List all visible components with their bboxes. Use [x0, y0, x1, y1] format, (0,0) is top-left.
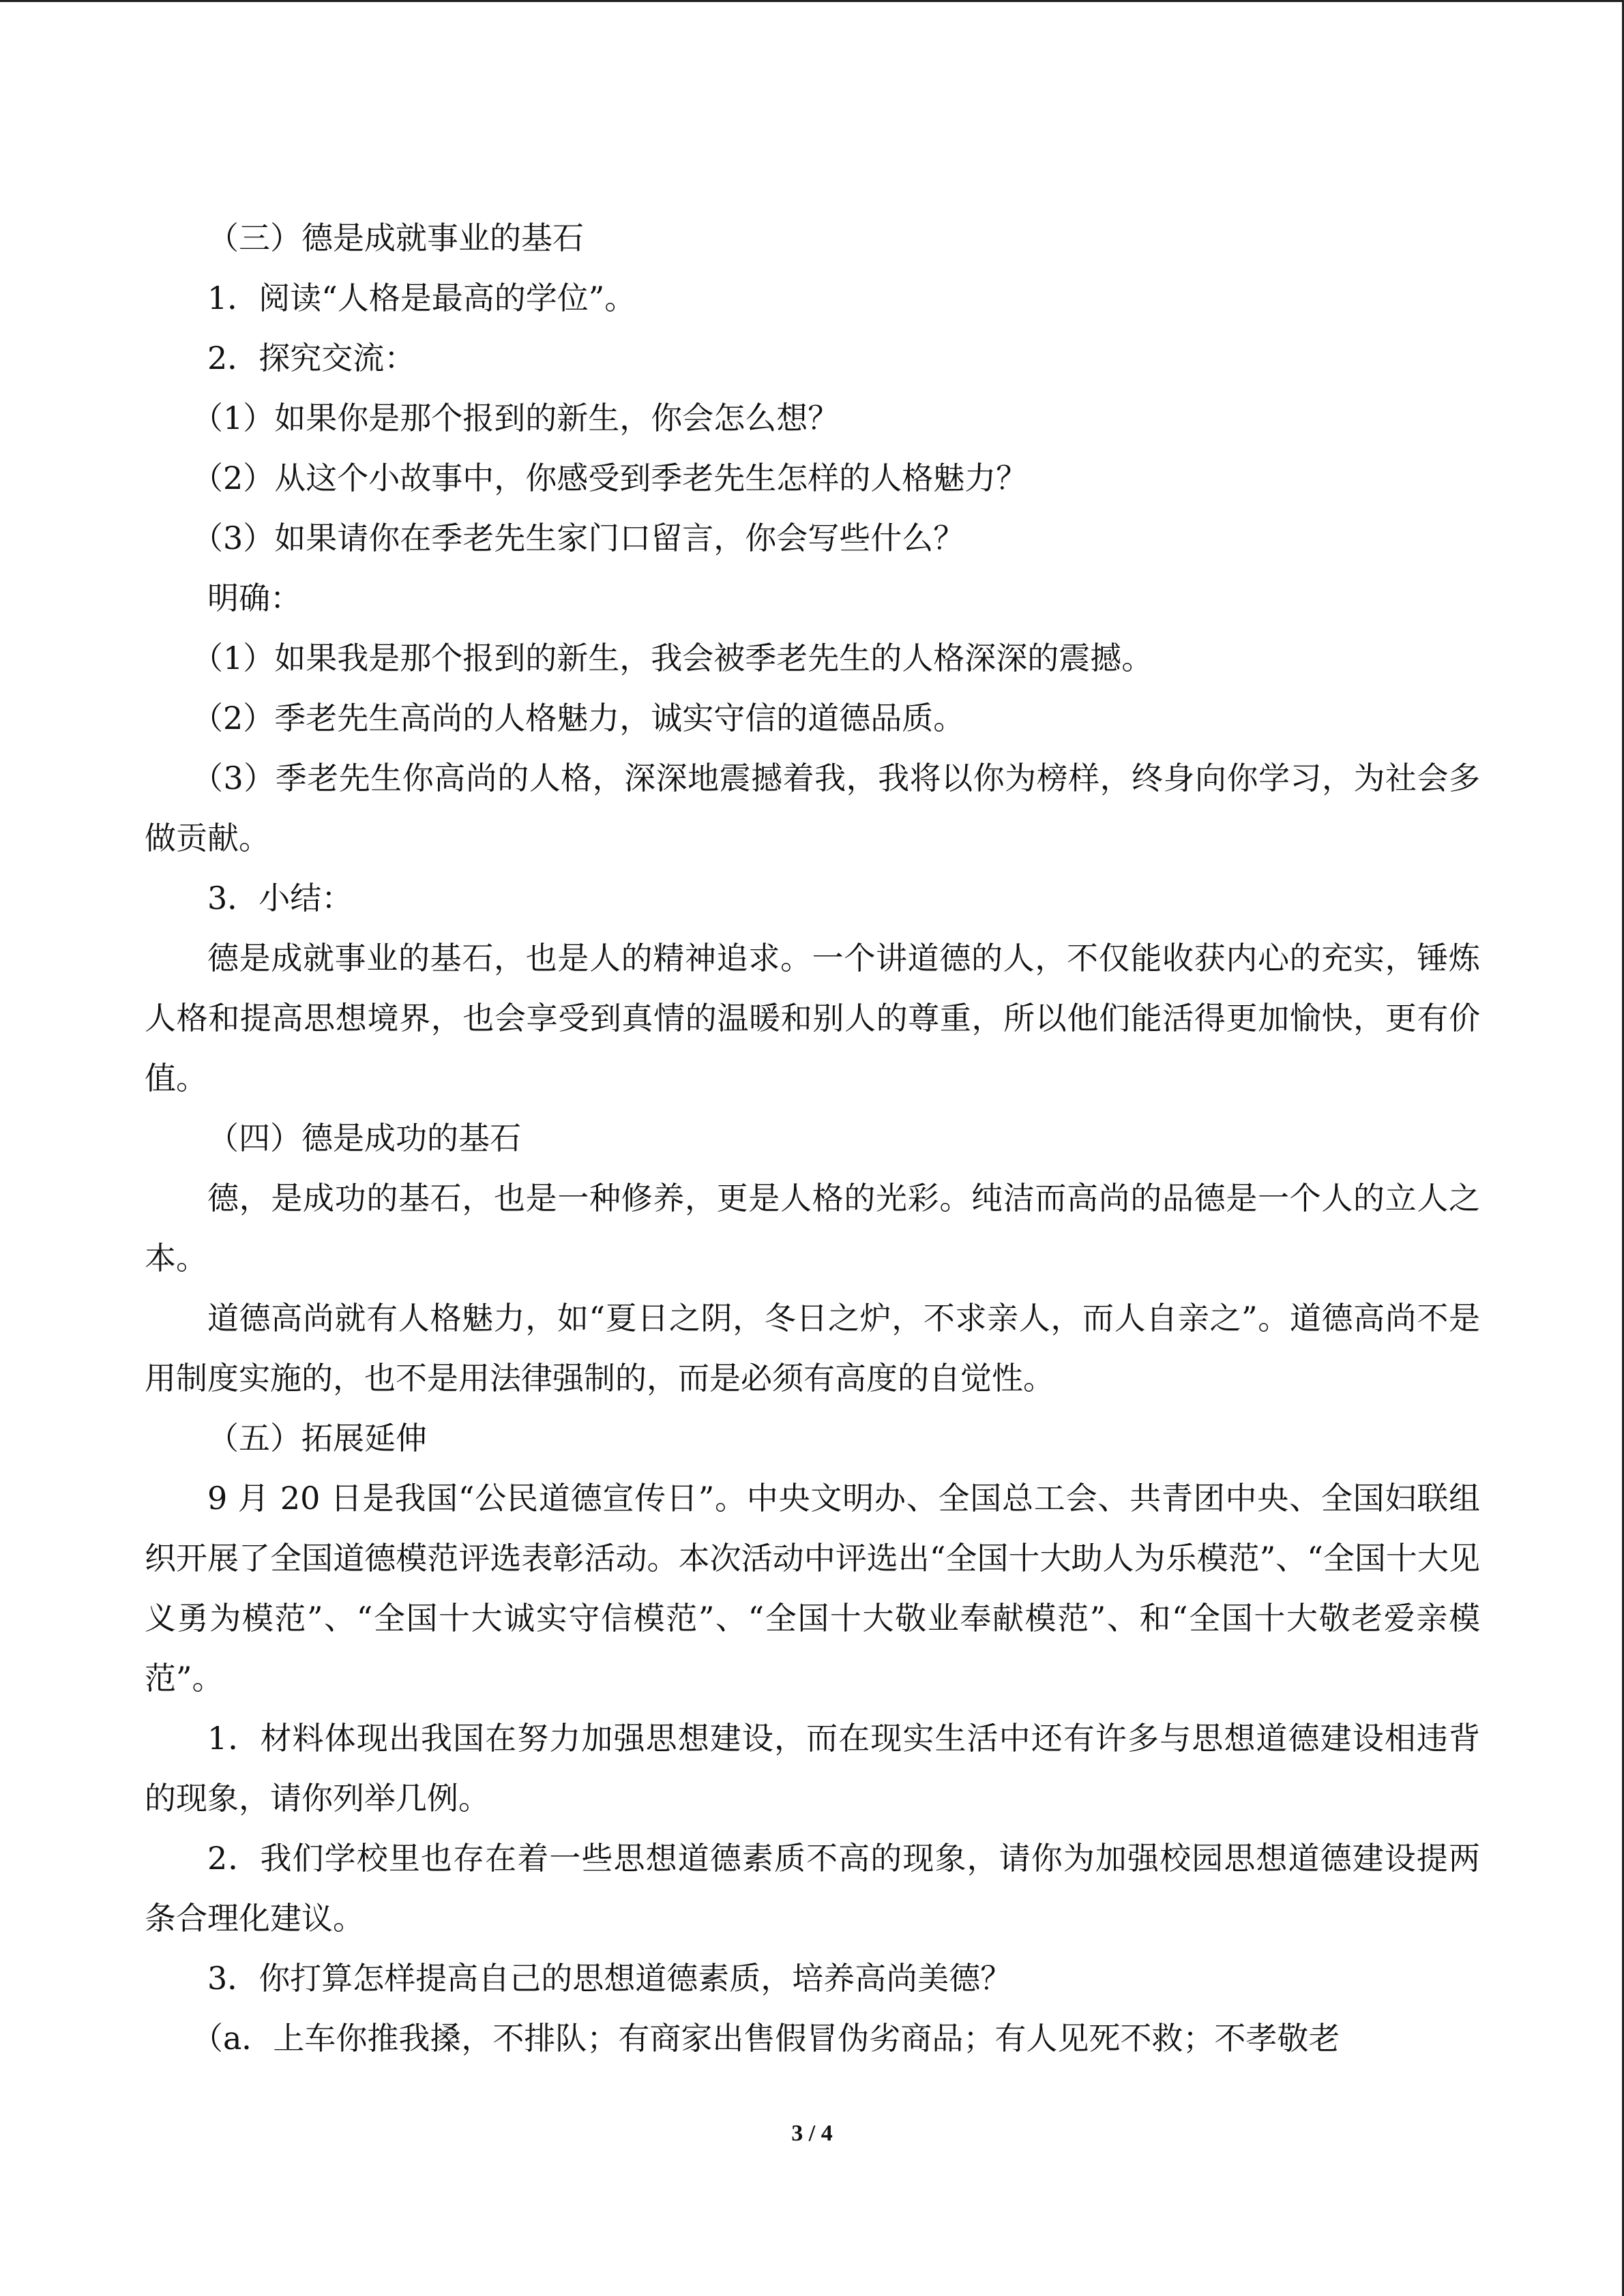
paragraph: 2．探究交流：	[207, 340, 416, 376]
paragraph: 德，是成功的基石，也是一种修养，更是人格的光彩。纯洁而高尚的品德是一个人的立人之本。	[145, 1180, 1480, 1277]
paragraph: （2）季老先生高尚的人格魅力，诚实守信的道德品质。	[192, 700, 965, 736]
paragraph: （3）季老先生你高尚的人格，深深地震撼着我，我将以你为榜样，终身向你学习，为社会多做贡献。	[145, 760, 1480, 856]
paragraph: （3）如果请你在季老先生家门口留言，你会写些什么？	[192, 520, 965, 556]
paragraph: 3．小结：	[207, 880, 353, 916]
paragraph: （1）如果你是那个报到的新生，你会怎么想？	[192, 400, 840, 436]
paragraph: 3．你打算怎样提高自己的思想道德素质，培养高尚美德？	[207, 1960, 1012, 1997]
paragraph: 9 月 20 日是我国“公民道德宣传日”。中央文明办、全国总工会、共青团中央、全国妇联组织开展了全国道德模范评选表彰活动。本次活动中评选出“全国十大助人为乐模范”、“全国十大见义勇为模范”、“全国十大诚实守信模范”、“全国十大敬业奉献模范”、和“全国十大敬老爱亲模范”。	[145, 1480, 1480, 1697]
paragraph: （a．上车你推我搡，不排队；有商家出售假冒伪劣商品；有人见死不救；不孝敬老	[192, 2020, 1340, 2057]
paragraph: （五）拓展延伸	[207, 1420, 427, 1457]
paragraph: （三）德是成就事业的基石	[207, 220, 584, 256]
paragraph: 明确：	[207, 580, 301, 616]
page-number: 3 / 4	[791, 2121, 833, 2146]
paragraph: 德是成就事业的基石，也是人的精神追求。一个讲道德的人，不仅能收获内心的充实，锤炼人格和提高思想境界，也会享受到真情的温暖和别人的尊重，所以他们能活得更加愉快，更有价值。	[145, 940, 1480, 1097]
paragraph: 1．材料体现出我国在努力加强思想建设，而在现实生活中还有许多与思想道德建设相违背的现象，请你列举几例。	[145, 1720, 1480, 1817]
page-top-border	[0, 0, 1624, 2]
document-body	[145, 208, 1480, 2068]
paragraph: 道德高尚就有人格魅力，如“夏日之阴，冬日之炉，不求亲人，而人自亲之”。道德高尚不是用制度实施的，也不是用法律强制的，而是必须有高度的自觉性。	[145, 1300, 1480, 1397]
paragraph: 2．我们学校里也存在着一些思想道德素质不高的现象，请你为加强校园思想道德建设提两条合理化建议。	[145, 1840, 1480, 1937]
paragraph: （2）从这个小故事中，你感受到季老先生怎样的人格魅力？	[192, 460, 1028, 496]
paragraph: 1．阅读“人格是最高的学位”。	[207, 280, 636, 316]
paragraph: （四）德是成功的基石	[207, 1120, 521, 1157]
paragraph: （1）如果我是那个报到的新生，我会被季老先生的人格深深的震撼。	[192, 640, 1153, 676]
